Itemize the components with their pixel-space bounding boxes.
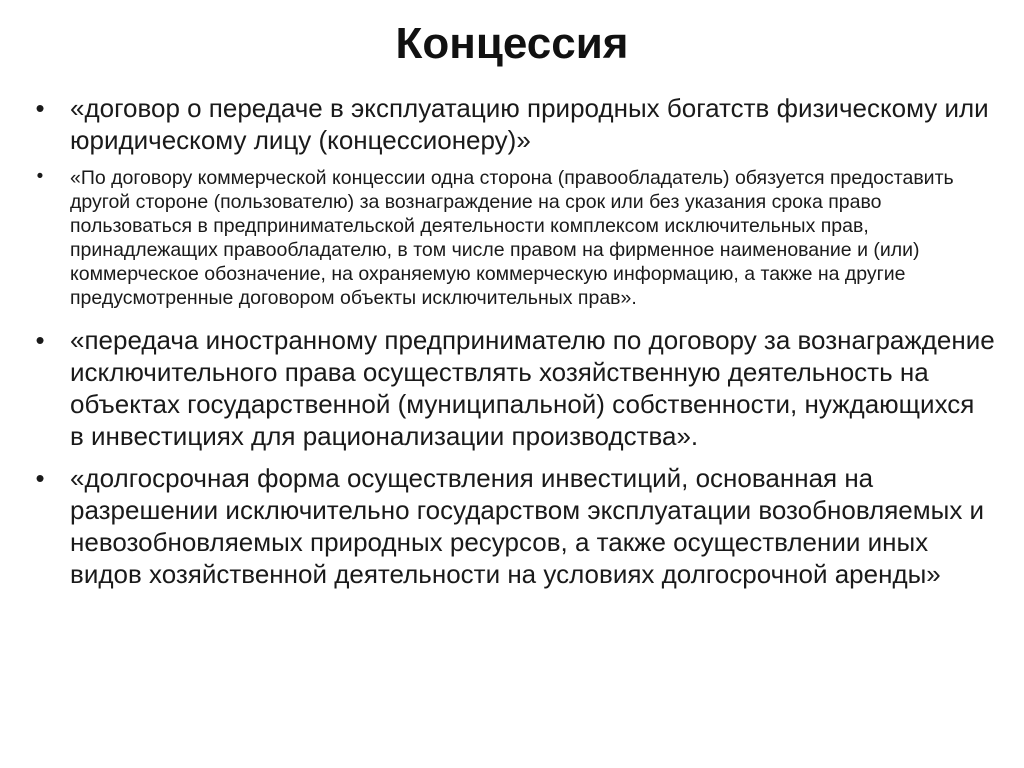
bullet-text-1: «договор о передаче в эксплуатацию природных богатств физическому или юридическому лицу (концессионеру)»: [70, 93, 989, 155]
bullet-dot-icon: •: [35, 463, 45, 493]
bullet-item-4: [30, 462, 995, 590]
bullet-text-3: «передача иностранному предпринимателю по договору за вознаграждение исключительного права осуществлять хозяйственную деятельность на объектах государственной (муниципальной) собственности, нуждающихся в инвестициях для рационализации производства».: [70, 325, 995, 451]
bullet-dot-icon: •: [35, 325, 45, 355]
bullet-dot-icon: •: [36, 166, 44, 187]
bullet-text-2: «По договору коммерческой концессии одна сторона (правообладатель) обязуется предоставить другой стороне (пользователю) за вознаграждение на срок или без указания срока право пользоваться в предпринимательской деятельности комплексом исключительных прав, принадлежащих правообладателю, в том числе правом на фирменное наименование и (или) коммерческое обозначение, на охраняемую коммерческую информацию, а также на другие предусмотренные договором объекты исключительных прав».: [70, 167, 954, 309]
bullet-item-3: [30, 324, 995, 452]
bullet-text-4: «долгосрочная форма осуществления инвестиций, основанная на разрешении исключительно государством эксплуатации возобновляемых и невозобновляемых природных ресурсов, а также осуществлении иных видов хозяйственной деятельности на условиях долгосрочной аренды»: [70, 463, 985, 589]
bullet-dot-icon: •: [35, 93, 45, 123]
slide-title: Концессия: [395, 19, 629, 68]
bullet-item-1: [30, 92, 995, 156]
bullet-item-2: [30, 166, 995, 310]
bullet-list: [30, 92, 995, 600]
